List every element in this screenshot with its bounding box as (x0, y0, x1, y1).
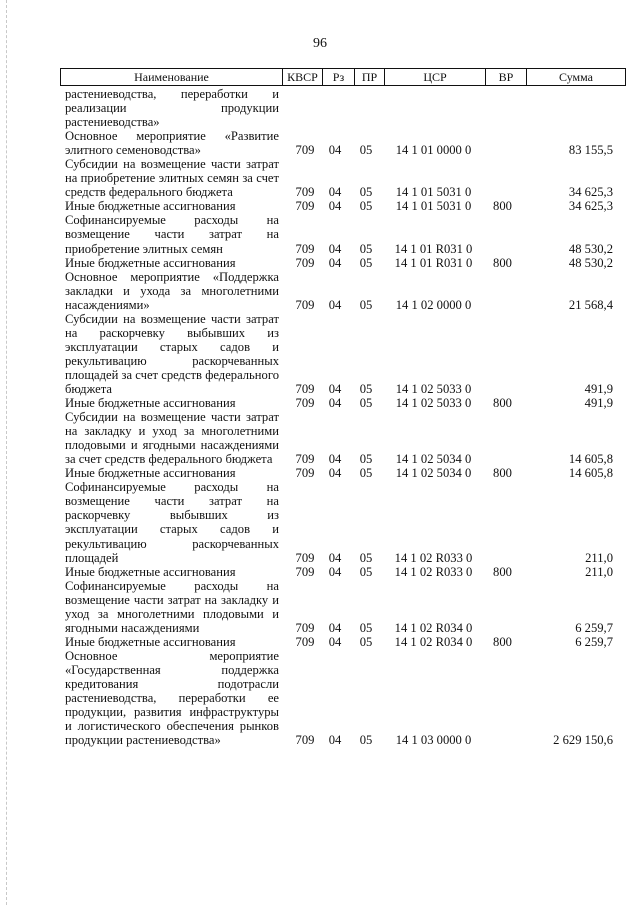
header-kvsr: КВСР (283, 69, 323, 85)
cell-csr: 14 1 02 R033 0 (394, 564, 473, 579)
cell-pr: 05 (359, 297, 373, 312)
cell-sum: 14 605,8 (568, 466, 613, 481)
table-row (61, 213, 631, 255)
page-number: 96 (313, 36, 327, 51)
table-row (61, 256, 631, 270)
cell-csr: 14 1 01 5031 0 (395, 199, 472, 214)
cell-name: Софинансируемые расходы на возмещение части затрат на раскорчевку выбывших из эксплуатации старых садов и рекультивацию раскорчеванных площадей (65, 480, 279, 565)
header-csr: ЦСР (385, 69, 486, 85)
cell-pr: 05 (359, 620, 373, 635)
cell-csr: 14 1 02 5033 0 (395, 381, 472, 396)
cell-kvsr: 709 (295, 564, 315, 579)
cell-csr: 14 1 02 5034 0 (395, 466, 472, 481)
cell-name: Субсидии на возмещение части затрат на раскорчевку выбывших из эксплуатации старых садов и рекультивацию раскорчеванных площадей за счет средств федерального бюджета (65, 311, 279, 396)
table-row (61, 312, 631, 396)
table-row (61, 199, 631, 213)
cell-rz: 04 (328, 381, 342, 396)
cell-rz: 04 (328, 255, 342, 270)
cell-rz: 04 (328, 620, 342, 635)
cell-pr: 05 (359, 733, 373, 748)
table-row (61, 157, 631, 199)
cell-sum: 14 605,8 (568, 452, 613, 467)
cell-pr: 05 (359, 452, 373, 467)
cell-vr: 800 (493, 466, 512, 481)
cell-rz: 04 (328, 550, 342, 565)
cell-pr: 05 (359, 466, 373, 481)
cell-name: Иные бюджетные ассигнования (65, 466, 236, 481)
cell-name: Иные бюджетные ассигнования (65, 255, 236, 270)
cell-pr: 05 (359, 396, 373, 411)
cell-rz: 04 (328, 396, 342, 411)
cell-sum: 6 259,7 (575, 620, 613, 635)
cell-rz: 04 (328, 241, 342, 256)
cell-kvsr: 709 (295, 255, 315, 270)
cell-sum: 491,9 (584, 396, 613, 411)
cell-kvsr: 709 (295, 381, 315, 396)
cell-csr: 14 1 02 R034 0 (394, 620, 473, 635)
cell-csr: 14 1 02 5034 0 (395, 452, 472, 467)
table-body (61, 87, 631, 747)
table-row (61, 565, 631, 579)
header-pr: ПР (355, 69, 385, 85)
cell-rz: 04 (328, 634, 342, 649)
cell-vr: 800 (493, 564, 512, 579)
table-row (61, 579, 631, 635)
table-row (61, 480, 631, 564)
cell-rz: 04 (328, 452, 342, 467)
cell-rz: 04 (328, 143, 342, 158)
cell-pr: 05 (359, 255, 373, 270)
cell-name: Основное мероприятие «Развитие элитного семеноводства» (65, 129, 279, 158)
cell-name: Основное мероприятие «Государственная поддержка кредитования подотрасли растениеводства, переработки ее продукции, развития инфраструктуры и логистического обеспечения рынков продукции растениеводства» (65, 648, 279, 748)
cell-name: Иные бюджетные ассигнования (65, 564, 236, 579)
cell-vr: 800 (493, 396, 512, 411)
cell-pr: 05 (359, 381, 373, 396)
cell-csr: 14 1 02 5033 0 (395, 396, 472, 411)
table-header (60, 68, 626, 86)
cell-kvsr: 709 (295, 143, 315, 158)
cell-sum: 491,9 (584, 381, 613, 396)
table-row (61, 410, 631, 466)
cell-kvsr: 709 (295, 466, 315, 481)
cell-name: Софинансируемые расходы на возмещение части затрат на приобретение элитных семян (65, 213, 279, 256)
table-row (61, 466, 631, 480)
cell-csr: 14 1 02 0000 0 (395, 297, 472, 312)
cell-vr: 800 (493, 199, 512, 214)
cell-pr: 05 (359, 241, 373, 256)
cell-csr: 14 1 03 0000 0 (395, 733, 472, 748)
table-row (61, 270, 631, 312)
cell-pr: 05 (359, 199, 373, 214)
cell-rz: 04 (328, 297, 342, 312)
header-name: Наименование (61, 69, 283, 85)
cell-csr: 14 1 01 5031 0 (395, 185, 472, 200)
cell-sum: 48 530,2 (568, 241, 613, 256)
cell-sum: 211,0 (585, 550, 613, 565)
cell-pr: 05 (359, 550, 373, 565)
cell-name: Иные бюджетные ассигнования (65, 199, 236, 214)
cell-sum: 83 155,5 (568, 143, 613, 158)
cell-csr: 14 1 02 R034 0 (394, 634, 473, 649)
cell-kvsr: 709 (295, 185, 315, 200)
cell-kvsr: 709 (295, 452, 315, 467)
cell-vr: 800 (493, 255, 512, 270)
cell-kvsr: 709 (295, 550, 315, 565)
cell-rz: 04 (328, 733, 342, 748)
cell-name: Иные бюджетные ассигнования (65, 396, 236, 411)
cell-pr: 05 (359, 143, 373, 158)
table-row (61, 129, 631, 157)
cell-kvsr: 709 (295, 634, 315, 649)
cell-rz: 04 (328, 199, 342, 214)
cell-kvsr: 709 (295, 733, 315, 748)
cell-pr: 05 (359, 634, 373, 649)
cell-sum: 21 568,4 (568, 297, 613, 312)
cell-kvsr: 709 (295, 241, 315, 256)
table-row (61, 396, 631, 410)
header-sum: Сумма (559, 70, 593, 84)
cell-kvsr: 709 (295, 620, 315, 635)
cell-name: Иные бюджетные ассигнования (65, 634, 236, 649)
cell-name: Субсидии на возмещение части затрат на закладку и уход за многолетними плодовыми и ягодными насаждениями за счет средств федерального бюджета (65, 410, 279, 467)
cell-sum: 48 530,2 (568, 255, 613, 270)
table-row (61, 87, 631, 129)
cell-csr: 14 1 01 0000 0 (395, 143, 472, 158)
cell-kvsr: 709 (295, 199, 315, 214)
table-row (61, 635, 631, 649)
cell-sum: 6 259,7 (575, 634, 613, 649)
cell-csr: 14 1 02 R033 0 (394, 550, 473, 565)
cell-sum: 2 629 150,6 (553, 733, 613, 748)
cell-csr: 14 1 01 R031 0 (394, 255, 473, 270)
cell-rz: 04 (328, 185, 342, 200)
table-row (61, 649, 631, 747)
cell-rz: 04 (328, 564, 342, 579)
cell-pr: 05 (359, 185, 373, 200)
cell-pr: 05 (359, 564, 373, 579)
cell-name: Основное мероприятие «Поддержка закладки и ухода за многолетними насаждениями» (65, 269, 279, 312)
left-margin-dashes (6, 0, 9, 905)
header-rz: Рз (323, 69, 355, 85)
cell-sum: 211,0 (585, 564, 613, 579)
cell-rz: 04 (328, 466, 342, 481)
cell-kvsr: 709 (295, 396, 315, 411)
cell-vr: 800 (493, 634, 512, 649)
cell-name: Софинансируемые расходы на возмещение части затрат на закладку и уход за многолетними плодовыми и ягодными насаждениями (65, 578, 279, 635)
header-vr: ВР (486, 69, 527, 85)
cell-name: растениеводства, переработки и реализации продукции растениеводства» (65, 87, 279, 130)
cell-csr: 14 1 01 R031 0 (394, 241, 473, 256)
cell-kvsr: 709 (295, 297, 315, 312)
cell-name: Субсидии на возмещение части затрат на приобретение элитных семян за счет средств федерального бюджета (65, 157, 279, 200)
cell-sum: 34 625,3 (568, 199, 613, 214)
cell-sum: 34 625,3 (568, 185, 613, 200)
